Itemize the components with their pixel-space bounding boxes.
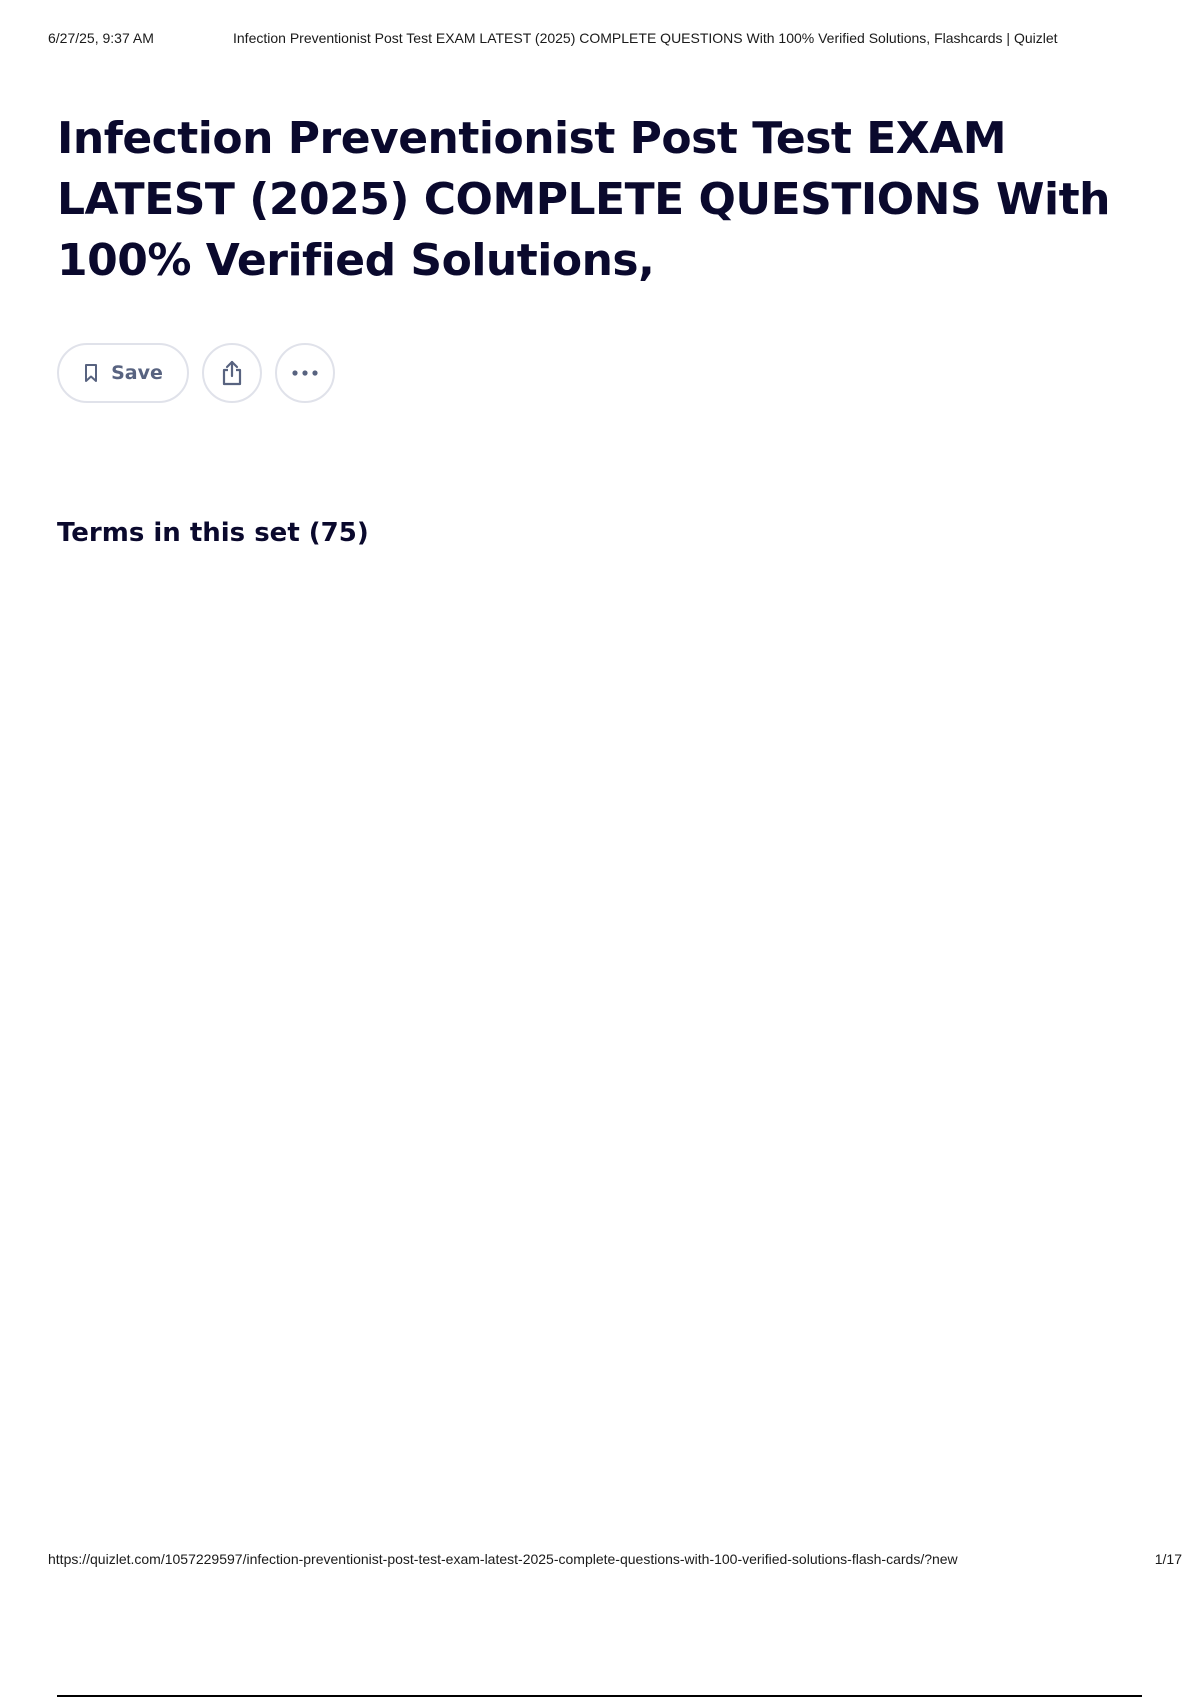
save-button-label: Save xyxy=(111,362,163,384)
print-header xyxy=(48,30,1182,50)
share-button[interactable] xyxy=(202,343,262,403)
save-button[interactable] xyxy=(57,343,189,403)
terms-heading: Terms in this set (75) xyxy=(57,518,369,548)
print-footer xyxy=(48,1551,1182,1571)
more-horizontal-icon xyxy=(291,369,319,377)
print-datetime: 6/27/25, 9:37 AM xyxy=(48,30,154,46)
page-number: 1/17 xyxy=(1154,1551,1182,1567)
more-options-button[interactable] xyxy=(275,343,335,403)
page-title: Infection Preventionist Post Test EXAM LATEST (2025) COMPLETE QUESTIONS With 100% Verified Solutions, xyxy=(57,113,1110,286)
bottom-divider xyxy=(57,1695,1142,1697)
bookmark-icon xyxy=(83,363,99,383)
print-url: https://quizlet.com/1057229597/infection-preventionist-post-test-exam-latest-2025-complete-questions-with-100-verified-solutions-flash-cards/?new xyxy=(48,1551,958,1567)
share-icon xyxy=(219,359,245,387)
print-document-title: Infection Preventionist Post Test EXAM LATEST (2025) COMPLETE QUESTIONS With 100% Verified Solutions, Flashcards | Quizlet xyxy=(233,30,1058,46)
set-actions xyxy=(57,343,335,403)
